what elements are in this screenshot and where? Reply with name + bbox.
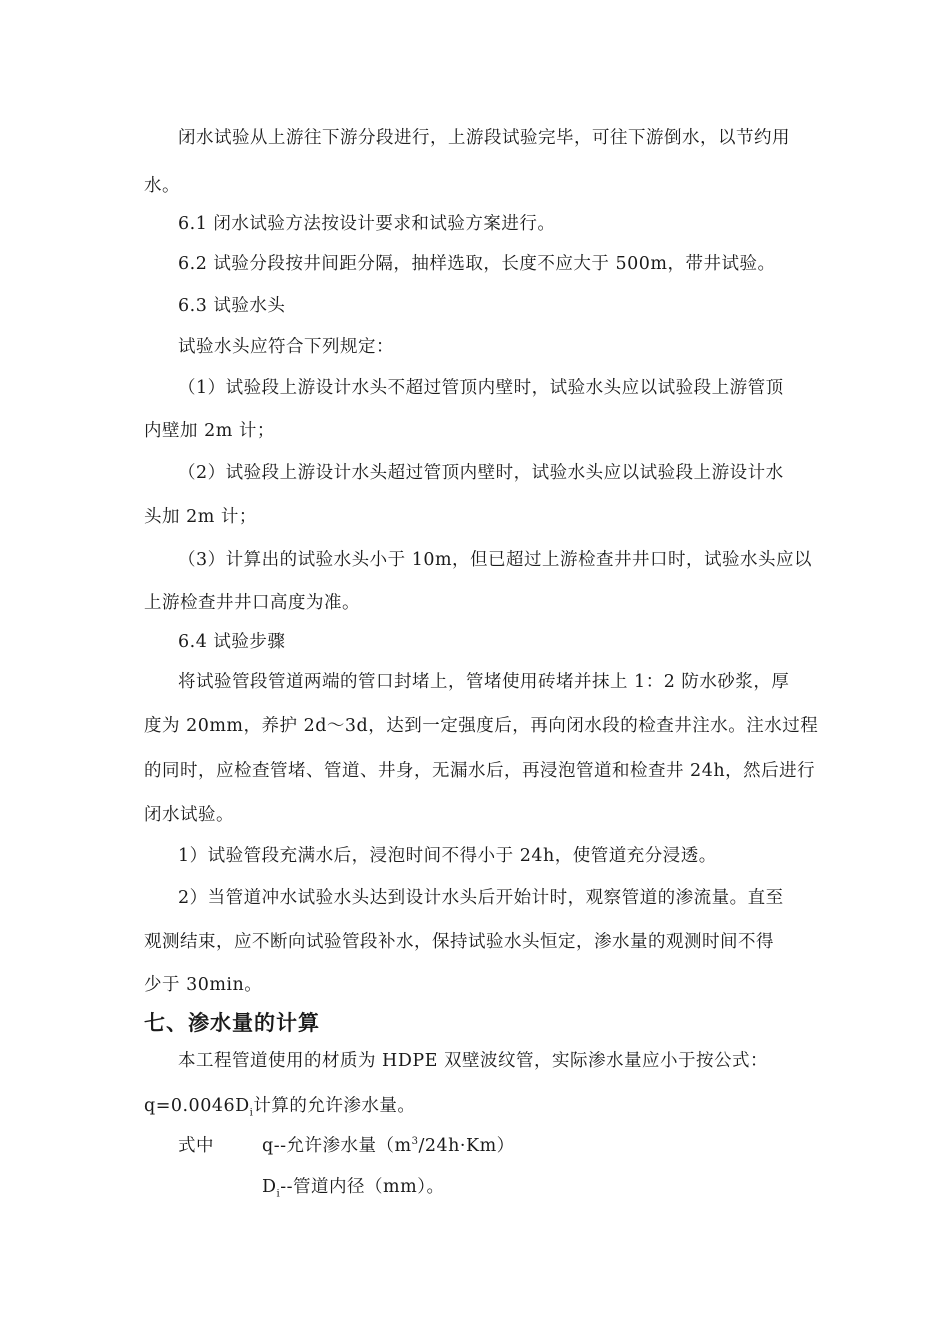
paragraph-line: 本工程管道使用的材质为 HDPE 双壁波纹管，实际渗水量应小于按公式： (178, 1051, 768, 1071)
paragraph-line: 闭水试验从上游往下游分段进行，上游段试验完毕，可往下游倒水，以节约用 (178, 128, 790, 148)
paragraph-line: 上游检查井井口高度为准。 (144, 593, 360, 613)
formula-prefix: q=0.0046D (144, 1096, 250, 1116)
formula-suffix: 计算的允许渗水量。 (253, 1096, 416, 1116)
paragraph-line: 观测结束，应不断向试验管段补水，保持试验水头恒定，渗水量的观测时间不得 (144, 932, 774, 952)
paragraph-line: （1）试验段上游设计水头不超过管顶内壁时，试验水头应以试验段上游管顶 (178, 378, 784, 398)
formula-line (144, 1092, 950, 1119)
paragraph-line: （3）计算出的试验水头小于 10m，但已超过上游检查井井口时，试验水头应以 (178, 550, 813, 570)
paragraph-line: 1）试验管段充满水后，浸泡时间不得小于 24h，使管道充分浸透。 (178, 846, 717, 866)
paragraph-line: 内壁加 2m 计； (144, 421, 275, 441)
paragraph-line: 将试验管段管道两端的管口封堵上，管堵使用砖堵并抹上 1：2 防水砂浆，厚 (178, 672, 790, 692)
paragraph-line: 6.1 闭水试验方法按设计要求和试验方案进行。 (178, 214, 556, 234)
paragraph-line: 度为 20mm，养护 2d～3d，达到一定强度后，再向闭水段的检查井注水。注水过程 (144, 716, 819, 736)
paragraph-line: 闭水试验。 (144, 805, 234, 825)
formula-subscript: i (249, 1107, 254, 1119)
paragraph-line: （2）试验段上游设计水头超过管顶内壁时，试验水头应以试验段上游设计水 (178, 463, 784, 483)
paragraph-line: 水。 (144, 176, 180, 196)
paragraph-line: 2）当管道冲水试验水头达到设计水头后开始计时，观察管道的渗流量。直至 (178, 888, 784, 908)
paragraph-line: 少于 30min。 (144, 975, 263, 995)
definition-di (262, 1173, 445, 1200)
subsection-title: 6.3 试验水头 (178, 296, 286, 316)
where-label: 式中 (178, 1136, 214, 1156)
paragraph-line: 的同时，应检查管堵、管道、井身，无漏水后，再浸泡管道和检查井 24h，然后进行 (144, 761, 816, 781)
definition-q-superscript: 3 (411, 1136, 419, 1148)
paragraph-line: 头加 2m 计； (144, 507, 257, 527)
subsection-title: 6.4 试验步骤 (178, 632, 286, 652)
definition-q-unit: /24h·Km） (418, 1136, 515, 1156)
paragraph-line: 试验水头应符合下列规定： (178, 337, 394, 357)
definition-di-text: --管道内径（mm）。 (280, 1177, 445, 1197)
definition-di-subscript: i (276, 1188, 281, 1200)
definition-q (262, 1132, 515, 1157)
section-heading: 七、渗水量的计算 (144, 1011, 320, 1035)
definition-di-symbol: D (262, 1177, 277, 1197)
paragraph-line: 6.2 试验分段按井间距分隔，抽样选取，长度不应大于 500m，带井试验。 (178, 254, 776, 274)
definition-q-text: q--允许渗水量（m (262, 1136, 412, 1156)
